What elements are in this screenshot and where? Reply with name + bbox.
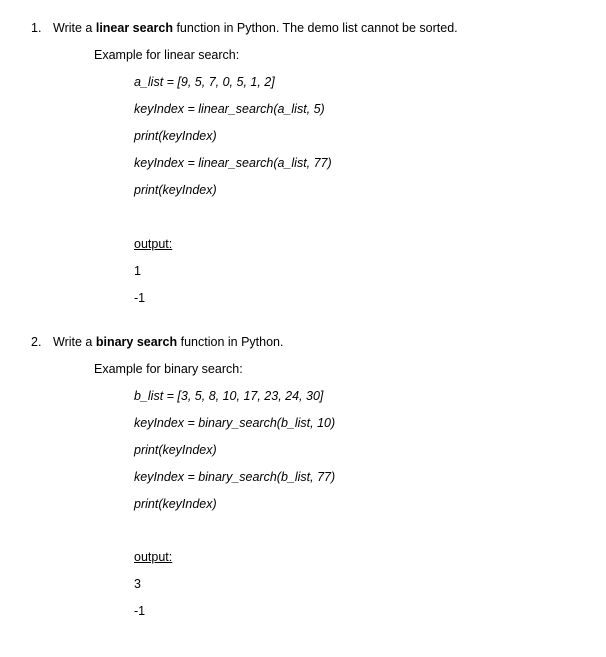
question-1-suffix: function in Python. The demo list cannot be sorted. bbox=[172, 21, 458, 35]
question-1-code-line: keyIndex = linear_search(a_list, 5) bbox=[134, 102, 325, 116]
question-2-suffix: function in Python. bbox=[177, 335, 284, 349]
question-2-code-line: keyIndex = binary_search(b_list, 77) bbox=[134, 470, 336, 484]
question-1-output-value: 1 bbox=[134, 264, 141, 278]
question-2-output-value: -1 bbox=[134, 604, 146, 618]
question-2-bold-term: binary search bbox=[95, 335, 178, 349]
question-1-output-value: -1 bbox=[134, 291, 146, 305]
question-2-number: 2. bbox=[31, 335, 42, 349]
question-2-code-line: print(keyIndex) bbox=[134, 497, 217, 511]
question-2-code-line: b_list = [3, 5, 8, 10, 17, 23, 24, 30] bbox=[134, 389, 324, 403]
question-1-code-line: a_list = [9, 5, 7, 0, 5, 1, 2] bbox=[134, 75, 275, 89]
question-1-example-label: Example for linear search: bbox=[94, 48, 240, 62]
question-1-bold-term: linear search bbox=[95, 21, 173, 35]
question-2-example-label: Example for binary search: bbox=[94, 362, 243, 376]
question-2-output-value: 3 bbox=[134, 577, 141, 591]
question-1-number: 1. bbox=[31, 21, 42, 35]
question-2-prefix: Write a bbox=[53, 335, 96, 349]
question-2-code-line: keyIndex = binary_search(b_list, 10) bbox=[134, 416, 336, 430]
question-1-code-line: print(keyIndex) bbox=[134, 129, 217, 143]
question-2-text bbox=[53, 334, 283, 350]
question-2-code-line: print(keyIndex) bbox=[134, 443, 217, 457]
question-1-code-line: print(keyIndex) bbox=[134, 183, 217, 197]
question-1-output-label: output: bbox=[134, 237, 173, 251]
question-1-prefix: Write a bbox=[53, 21, 96, 35]
question-2-output-label: output: bbox=[134, 550, 173, 564]
question-1-code-line: keyIndex = linear_search(a_list, 77) bbox=[134, 156, 332, 170]
question-1-text bbox=[53, 20, 458, 36]
